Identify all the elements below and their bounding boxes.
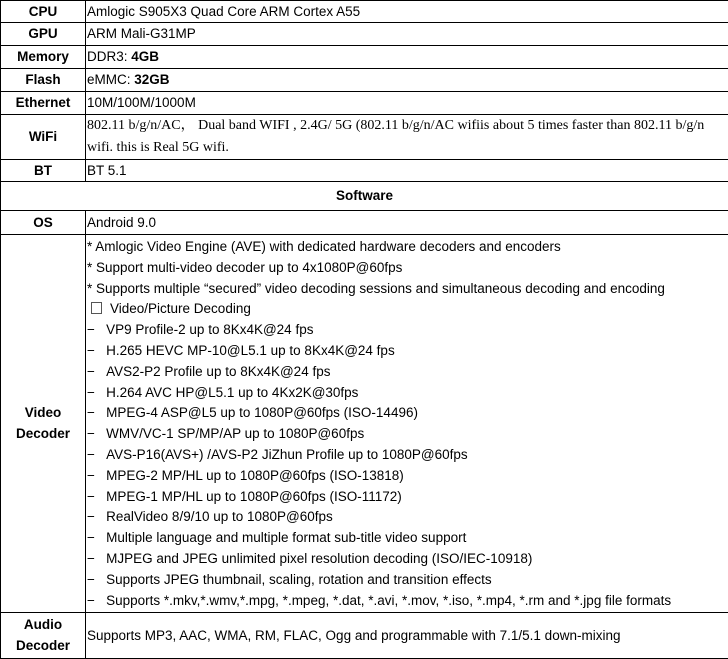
list-item: − MPEG-1 MP/HL up to 1080P@60fps (ISO-11172) <box>87 487 727 508</box>
spec-row-cpu <box>1 1 728 23</box>
value-prefix: DDR3: <box>87 49 131 64</box>
list-item: − MPEG-2 MP/HL up to 1080P@60fps (ISO-13818) <box>87 466 727 487</box>
spec-label: WiFi <box>1 115 86 160</box>
spec-value: Android 9.0 <box>86 211 728 235</box>
list-item: − H.265 HEVC MP-10@L5.1 up to 8Kx4K@24 fps <box>87 341 727 362</box>
spec-row-gpu <box>1 23 728 46</box>
section-row <box>1 182 728 211</box>
spec-label <box>1 613 86 659</box>
spec-row-wifi <box>1 115 728 160</box>
spec-value: Amlogic S905X3 Quad Core ARM Cortex A55 <box>86 1 728 23</box>
spec-value: 802.11 b/g/n/AC， Dual band WIFI , 2.4G/ 5G (802.11 b/g/n/AC wifiis about 5 times faster than 802.11 b/g/n wifi. this is Real 5G wifi. <box>86 115 728 160</box>
label-line: Decoder <box>2 636 84 657</box>
spec-row-video-decoder <box>1 235 728 613</box>
list-item: − MPEG-4 ASP@L5 up to 1080P@60fps (ISO-14496) <box>87 403 727 424</box>
list-item: − MJPEG and JPEG unlimited pixel resolution decoding (ISO/IEC-10918) <box>87 549 727 570</box>
video-decoder-items <box>87 320 727 611</box>
spec-label: Ethernet <box>1 92 86 115</box>
label-line: Decoder <box>2 424 84 445</box>
video-decoder-list <box>86 235 728 613</box>
spec-value <box>86 46 728 69</box>
value-bold: 32GB <box>134 72 169 87</box>
checkbox-glyph-icon <box>91 302 102 314</box>
spec-value <box>86 69 728 92</box>
spec-value: ARM Mali-G31MP <box>86 23 728 46</box>
list-item: − Multiple language and multiple format sub-title video support <box>87 528 727 549</box>
list-item: * Supports multiple “secured” video decoding sessions and simultaneous decoding and encoding <box>87 279 727 300</box>
spec-label: CPU <box>1 1 86 23</box>
spec-value: Supports MP3, AAC, WMA, RM, FLAC, Ogg and programmable with 7.1/5.1 down-mixing <box>86 613 728 659</box>
section-title: Software <box>1 182 728 211</box>
list-subheading <box>87 299 727 320</box>
subheading-text: Video/Picture Decoding <box>110 301 251 316</box>
label-line: Audio <box>2 615 84 636</box>
spec-row-audio-decoder <box>1 613 728 659</box>
list-item: * Amlogic Video Engine (AVE) with dedicated hardware decoders and encoders <box>87 237 727 258</box>
list-item: − WMV/VC-1 SP/MP/AP up to 1080P@60fps <box>87 424 727 445</box>
value-prefix: eMMC: <box>87 72 134 87</box>
spec-label: Flash <box>1 69 86 92</box>
list-item: − VP9 Profile-2 up to 8Kx4K@24 fps <box>87 320 727 341</box>
list-item: − RealVideo 8/9/10 up to 1080P@60fps <box>87 507 727 528</box>
spec-row-os <box>1 211 728 235</box>
list-item: − AVS2-P2 Profile up to 8Kx4K@24 fps <box>87 362 727 383</box>
spec-label <box>1 235 86 613</box>
list-item: − Supports JPEG thumbnail, scaling, rotation and transition effects <box>87 570 727 591</box>
spec-label: OS <box>1 211 86 235</box>
spec-row-flash <box>1 69 728 92</box>
spec-row-bt <box>1 160 728 182</box>
list-item: * Support multi-video decoder up to 4x1080P@60fps <box>87 258 727 279</box>
spec-value: 10M/100M/1000M <box>86 92 728 115</box>
spec-value: BT 5.1 <box>86 160 728 182</box>
spec-label: Memory <box>1 46 86 69</box>
value-bold: 4GB <box>131 49 159 64</box>
spec-row-ethernet <box>1 92 728 115</box>
list-item: − Supports *.mkv,*.wmv,*.mpg, *.mpeg, *.dat, *.avi, *.mov, *.iso, *.mp4, *.rm and *.jpg file formats <box>87 591 727 612</box>
spec-label: BT <box>1 160 86 182</box>
spec-label: GPU <box>1 23 86 46</box>
list-item: − AVS-P16(AVS+) /AVS-P2 JiZhun Profile up to 1080P@60fps <box>87 445 727 466</box>
list-item: − H.264 AVC HP@L5.1 up to 4Kx2K@30fps <box>87 383 727 404</box>
label-line: Video <box>2 403 84 424</box>
spec-row-memory <box>1 46 728 69</box>
